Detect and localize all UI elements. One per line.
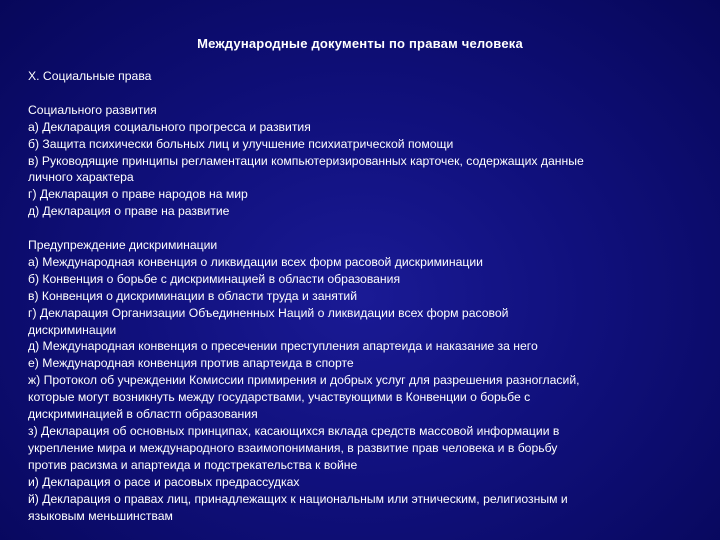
- list-item: в) Руководящие принципы регламентации компьютеризированных карточек, содержащих данные: [28, 153, 584, 168]
- list-item: ж) Протокол об учреждении Комиссии примирения и добрых услуг для разрешения разногласий,: [28, 373, 580, 388]
- list-item: а) Декларация социального прогресса и развития: [28, 119, 311, 134]
- list-item: личного характера: [28, 170, 134, 185]
- list-item: дискриминации: [28, 322, 117, 337]
- subsection-heading-social-development: Социального развития: [28, 102, 157, 117]
- list-item: е) Международная конвенция против апартеида в спорте: [28, 356, 354, 371]
- slide-content: [28, 68, 698, 524]
- spacer: [28, 220, 698, 237]
- list-item: которые могут возникнуть между государствами, участвующими в Конвенции о борьбе с: [28, 390, 531, 405]
- subsection-heading-discrimination-prevention: Предупреждение дискриминации: [28, 238, 218, 253]
- slide-title: Международные документы по правам человека: [197, 36, 523, 51]
- list-item: дискриминацией в областп образования: [28, 407, 258, 422]
- list-item: г) Декларация Организации Объединенных Наций о ликвидации всех форм расовой: [28, 305, 509, 320]
- list-item: г) Декларация о праве народов на мир: [28, 187, 248, 202]
- list-item: укрепление мира и международного взаимопонимания, в развитие прав человека и в борьбу: [28, 440, 558, 455]
- list-item: б) Конвенция о борьбе с дискриминацией в области образования: [28, 271, 401, 286]
- spacer: [28, 85, 698, 102]
- list-item: и) Декларация о расе и расовых предрассудках: [28, 474, 300, 489]
- list-item: д) Международная конвенция о пресечении преступления апартеида и наказание за него: [28, 339, 538, 354]
- list-item: з) Декларация об основных принципах, касающихся вклада средств массовой информации в: [28, 424, 560, 438]
- list-item: й) Декларация о правах лиц, принадлежащих к национальным или этническим, религиозным и: [28, 491, 568, 506]
- list-item: против расизма и апартеида и подстрекательства к войне: [28, 457, 358, 472]
- list-item: д) Декларация о праве на развитие: [28, 204, 230, 219]
- list-item: языковым меньшинствам: [28, 508, 173, 523]
- list-item: б) Защита психически больных лиц и улучшение психиатрической помощи: [28, 136, 454, 151]
- list-item: а) Международная конвенция о ликвидации всех форм расовой дискриминации: [28, 254, 483, 269]
- section-heading-social-rights: X. Социальные права: [28, 69, 152, 83]
- list-item: в) Конвенция о дискриминации в области труда и занятий: [28, 288, 358, 303]
